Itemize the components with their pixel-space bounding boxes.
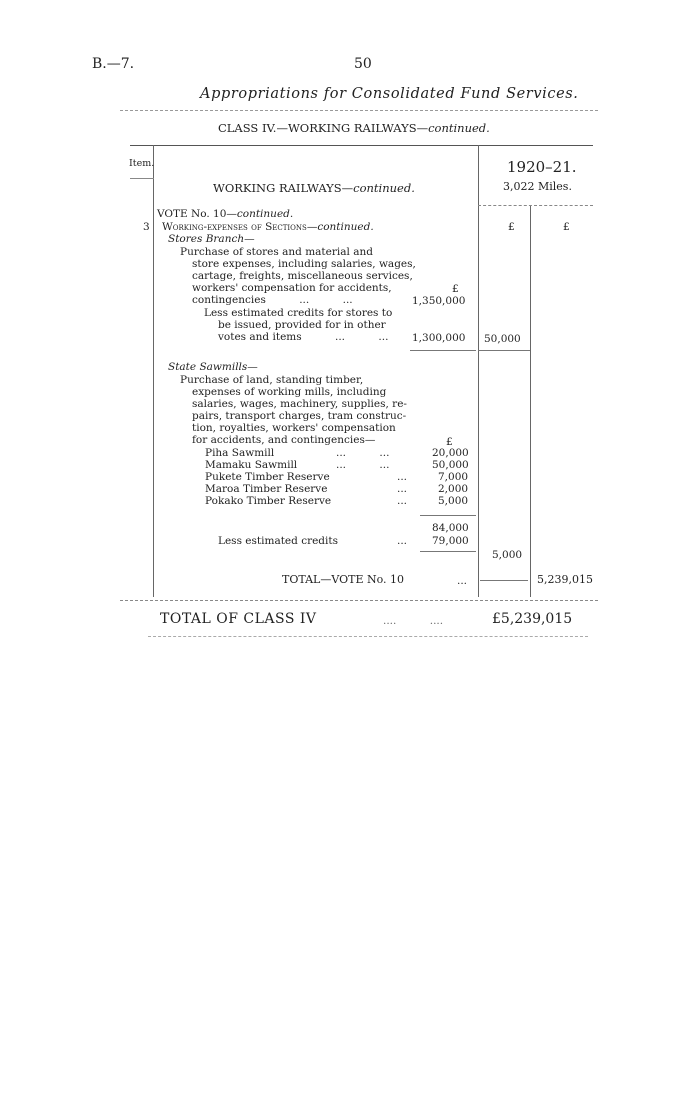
class-heading-text: CLASS IV.—WORKING RAILWAYS— (218, 121, 429, 135)
sawmill-name: Mamaku Sawmill (205, 459, 298, 471)
sawmill-amount: 5,000 (438, 495, 469, 507)
class-heading (218, 121, 490, 135)
stores-line: workers' compensation for accidents, (192, 282, 392, 294)
report-reference: B.—7. (92, 56, 135, 72)
section-heading-italic: continued. (353, 181, 415, 195)
stores-net-rule (478, 350, 530, 351)
sawmills-net-amount: 5,000 (492, 549, 523, 561)
sawmill-amount: 20,000 (432, 447, 469, 459)
class-total-amount: £5,239,015 (492, 611, 573, 627)
sawmills-line: for accidents, and contingencies— (192, 434, 376, 446)
sawmills-line: expenses of working mills, including (192, 386, 387, 398)
sawmill-amount: 2,000 (438, 483, 469, 495)
table-top-rule (130, 145, 593, 146)
sawmill-name: Piha Sawmill (205, 447, 275, 459)
stores-line: contingencies ... ... (192, 294, 353, 306)
stores-line: cartage, freights, miscellaneous services, (192, 270, 413, 282)
sawmills-subtotal-rule (420, 515, 476, 516)
sawmills-heading: State Sawmills— (168, 361, 258, 373)
stores-line: store expenses, including salaries, wages, (192, 258, 416, 270)
footer-rule (148, 636, 588, 637)
sawmill-name: Pukete Timber Reserve (205, 471, 330, 483)
sawmills-pound-sign: £ (446, 436, 453, 448)
total-column-rule (530, 205, 531, 597)
stores-rule (410, 350, 476, 351)
vote-total-amount: 5,239,015 (537, 573, 593, 586)
sections-heading-italic: continued. (317, 221, 374, 233)
sawmill-amount: 7,000 (438, 471, 469, 483)
sections-heading (162, 221, 374, 233)
sawmills-line: tion, royalties, workers' compensation (192, 422, 396, 434)
sawmill-dots: ... (397, 483, 408, 495)
pound-sign-col1: £ (508, 221, 515, 233)
class-heading-italic: continued. (428, 121, 490, 135)
sawmills-less-label: Less estimated credits (218, 535, 338, 547)
page-number: 50 (354, 56, 372, 72)
title-rule (120, 110, 598, 111)
stores-pound-sign: £ (452, 283, 459, 295)
vote-total-rule (480, 580, 528, 581)
sawmill-dots: ... (397, 495, 408, 507)
sawmill-dots: ... (397, 471, 408, 483)
item-number: 3 (143, 221, 150, 233)
stores-less-amount: 1,300,000 (412, 332, 466, 344)
sawmill-dots: ... ... (336, 459, 390, 471)
section-heading (213, 181, 415, 195)
sawmill-dots: ... ... (336, 447, 390, 459)
class-total-dots: .... .... (383, 615, 444, 627)
vote-line-italic: continued. (236, 208, 294, 220)
sawmill-name: Pokako Timber Reserve (205, 495, 332, 507)
vote-total-label: TOTAL—VOTE No. 10 (282, 573, 405, 586)
sections-heading-text: Working-expenses of Sections— (162, 221, 318, 233)
vote-line-text: VOTE No. 10— (157, 208, 237, 220)
sawmills-line: salaries, wages, machinery, supplies, re- (192, 398, 407, 410)
item-label: Item. (129, 158, 155, 169)
sawmills-less-amount: 79,000 (432, 535, 469, 547)
year-header-rule (478, 205, 593, 206)
sawmills-subtotal: 84,000 (432, 522, 469, 534)
amount-column-rule (478, 145, 479, 597)
section-heading-text: WORKING RAILWAYS— (213, 181, 354, 195)
stores-less-line: votes and items ... ... (218, 331, 389, 343)
miles-heading: 3,022 Miles. (503, 180, 572, 193)
stores-less-line: be issued, provided for in other (218, 319, 386, 331)
vote-line (157, 208, 293, 220)
item-header-rule (130, 178, 154, 179)
page-title: Appropriations for Consolidated Fund Services. (200, 86, 579, 102)
stores-gross-amount: 1,350,000 (412, 295, 466, 307)
sawmills-line: pairs, transport charges, tram construc- (192, 410, 407, 422)
sawmill-amount: 50,000 (432, 459, 469, 471)
class-total-label: TOTAL OF CLASS IV (160, 611, 317, 627)
year-heading: 1920–21. (507, 158, 577, 176)
vote-total-dots: ... (457, 575, 468, 587)
sawmills-less-dots: ... (397, 535, 408, 547)
stores-less-line: Less estimated credits for stores to (204, 307, 393, 319)
pound-sign-col2: £ (563, 221, 570, 233)
sawmill-name: Maroa Timber Reserve (205, 483, 328, 495)
sawmills-line: Purchase of land, standing timber, (180, 374, 364, 386)
stores-line: Purchase of stores and material and (180, 246, 373, 258)
table-bottom-rule (120, 600, 598, 601)
item-column-rule (153, 145, 154, 597)
sawmills-less-rule (420, 551, 476, 552)
stores-net-amount: 50,000 (484, 333, 521, 345)
stores-heading: Stores Branch— (168, 233, 255, 245)
